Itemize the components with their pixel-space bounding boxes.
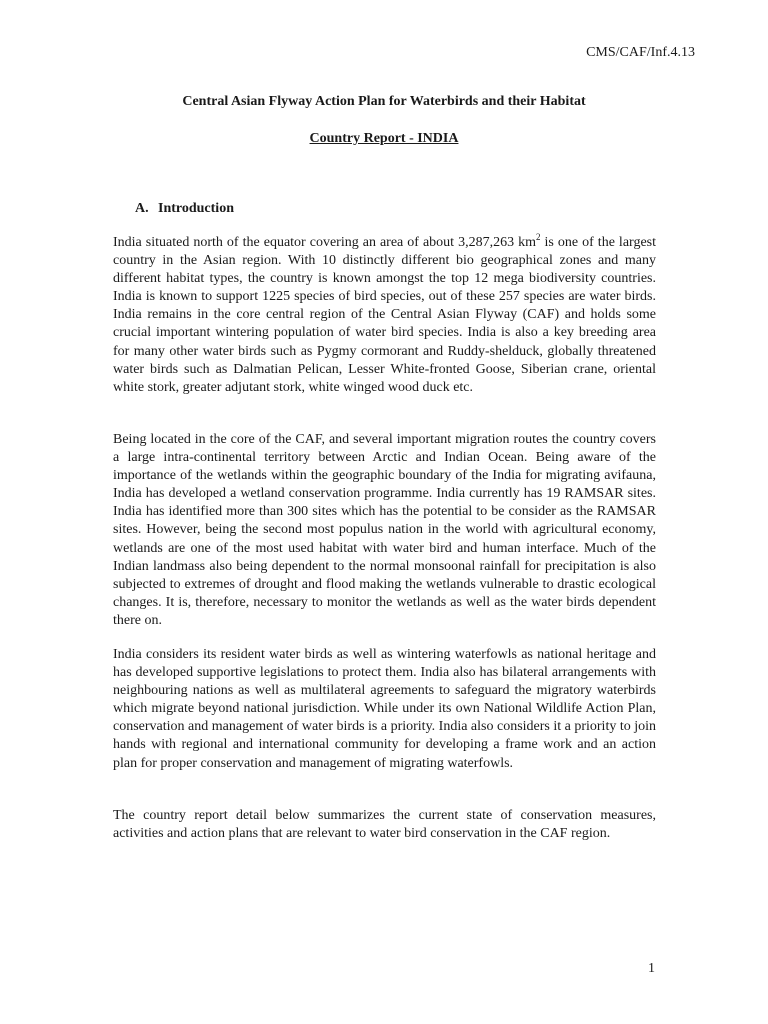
paragraph-intro-text-b: is one of the largest country in the Asian region. With 10 distinctly different bio geographical zones and many different habitat types, the country is known amongst the top 12 mega biodiversity countries. India is known to support 1225 species of bird species, out of these 257 species are water birds. India remains in the core central region of the Central Asian Flyway (CAF) and holds some crucial important wintering population of water bird species. India is also a key breeding area for many other water birds such as Pygmy cormorant and Ruddy-shelduck, globally threatened water birds such as Dalmatian Pelican, Lesser White-fronted Goose, Siberian crane, oriental white stork, greater adjutant stork, white winged wood duck etc. bbox=[113, 235, 656, 395]
document-subtitle: Country Report - INDIA bbox=[309, 131, 459, 146]
paragraph-national-heritage: India considers its resident water birds as well as wintering waterfowls as national heritage and has developed supportive legislations to protect them. India also has bilateral arrangements with neighbouring nations as well as multilateral agreements to safeguard the migratory waterbirds which migrate beyond national jurisdiction. While under its own National Wildlife Action Plan, conservation and management of water birds is a priority. India also considers it a priority to join hands with regional and international community for developing a frame work and an action plan for proper conservation and management of migrating waterfowls. bbox=[113, 647, 657, 771]
paragraph-intro-text-a: India situated north of the equator covering an area of about 3,287,263 km bbox=[113, 235, 537, 250]
paragraph-intro bbox=[113, 234, 656, 397]
section-heading-introduction bbox=[135, 201, 234, 217]
paragraph-caf-location: Being located in the core of the CAF, and several important migration routes the country covers a large intra-continental territory between Arctic and Indian Ocean. Being aware of the importance of the wetlands within the geographic boundary of the India for migrating avifauna, India has developed a wetland conservation programme. India currently has 19 RAMSAR sites. India has identified more than 300 sites which has the potential to be consider as the RAMSAR sites. However, being the second most populus nation in the world with agricultural economy, wetlands are one of the most used habitat with water bird and human interface. Much of the Indian landmass also being dependent to the normal monsoonal rainfall for precipitation is also subjected to extremes of drought and flood making the wetlands vulnerable to drastic ecological changes. It is, therefore, necessary to monitor the wetlands as well as the water birds dependent there on. bbox=[113, 432, 656, 628]
paragraph-report-summary: The country report detail below summarizes the current state of conservation measures, activities and action plans that are relevant to water bird conservation in the CAF region. bbox=[113, 808, 656, 842]
document-reference: CMS/CAF/Inf.4.13 bbox=[586, 45, 695, 60]
section-letter: A. bbox=[135, 201, 149, 216]
document-title: Central Asian Flyway Action Plan for Waterbirds and their Habitat bbox=[182, 94, 586, 109]
section-title: Introduction bbox=[158, 201, 234, 216]
superscript-two: 2 bbox=[536, 232, 541, 242]
page-number: 1 bbox=[648, 961, 655, 976]
